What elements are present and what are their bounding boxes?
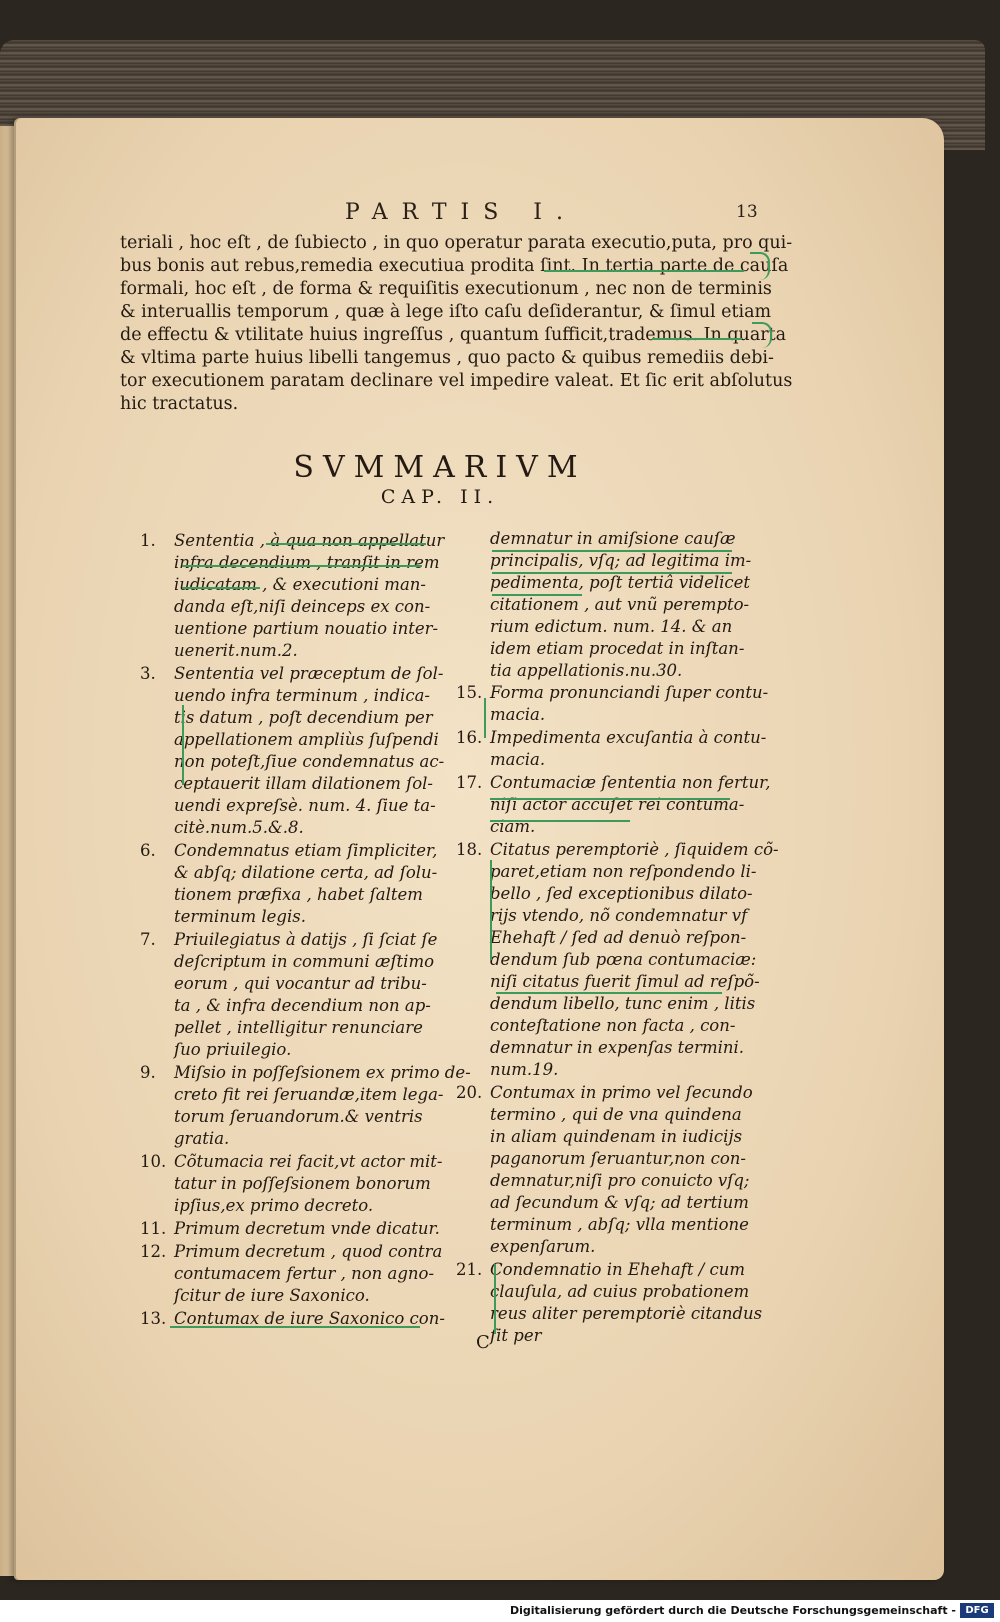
entry-line: tatur in poſſeſsionem bonorum <box>174 1174 431 1193</box>
entry-line: danda eſt,niſi deinceps ex con- <box>174 597 431 616</box>
underline-mark <box>266 543 426 545</box>
entry-line: bello , ſed exceptionibus dilato- <box>490 884 753 903</box>
folio-number: 13 <box>736 202 758 222</box>
entry-line: niſi actor accuſet rei contuma- <box>490 795 745 814</box>
underline-mark <box>170 1326 420 1328</box>
entry-line: non poteſt,ſiue condemnatus ac- <box>174 752 445 771</box>
entry-number: 11. <box>140 1219 167 1238</box>
entry-line: Cõtumacia rei facit,vt actor mit- <box>174 1152 443 1171</box>
underline-mark <box>496 992 722 994</box>
summary-title: SVMMARIVM <box>293 450 587 485</box>
entry-line: ſit per <box>490 1326 542 1345</box>
entry-line: infra decendium , tranſit in rem <box>174 553 440 572</box>
entry-line: Sententia , à qua non appellatur <box>174 531 445 550</box>
margin-bracket-mark <box>752 322 772 348</box>
entry-line: macia. <box>490 750 546 769</box>
entry-line: & abſq; dilatione certa, ad ſolu- <box>174 863 438 882</box>
entry-line: rium edictum. num. 14. & an <box>490 617 733 636</box>
entry-line: appellationem ampliùs ſuſpendi <box>174 730 439 749</box>
entry-number: 21. <box>456 1260 483 1279</box>
margin-bracket-mark <box>750 252 770 280</box>
text-line: teriali , hoc eſt , de ſubiecto , in quo operatur parata executio,puta, pro qui- <box>120 233 793 253</box>
entry-number: 13. <box>140 1309 167 1328</box>
entry-line: ſuo priuilegio. <box>174 1040 292 1059</box>
underline-mark <box>544 270 744 272</box>
entry-line: Priuilegiatus à datijs , ſi ſciat ſe <box>174 930 438 949</box>
entry-line: demnatur in expenſas termini. <box>490 1038 745 1057</box>
entry-line: dendum libello, tunc enim , litis <box>490 994 756 1013</box>
entry-line: uendi expreſsè. num. 4. ſiue ta- <box>174 796 436 815</box>
entry-line: in aliam quindenam in iudicijs <box>490 1127 743 1146</box>
entry-line: Citatus peremptoriè , ſiquidem cõ- <box>490 840 779 859</box>
summary-entry <box>140 663 445 839</box>
summary-entry <box>456 1082 766 1258</box>
entry-line: iudicatam , & executioni man- <box>174 575 426 594</box>
entry-line: terminum , abſq; vlla mentione <box>490 1215 749 1234</box>
entry-line: Impedimenta excuſantia à contu- <box>490 728 767 747</box>
entry-line: terminum legis. <box>174 907 306 926</box>
entry-line: ta , & infra decendium non ap- <box>174 996 431 1015</box>
entry-line: citè.num.5.&.8. <box>174 818 304 837</box>
text-line: bus bonis aut rebus,remedia executiua prodita ſint. In tertia parte de cauſa <box>120 256 789 276</box>
text-line: formali, hoc eſt , de forma & requiſitis executionum , nec non de terminis <box>120 279 772 299</box>
summary-entry <box>456 682 769 726</box>
entry-line: deſcriptum in communi æſtimo <box>174 952 435 971</box>
entry-line: Contumax in primo vel ſecundo <box>490 1083 753 1102</box>
entry-number: 16. <box>456 728 483 747</box>
entry-line: torum ſeruandorum.& ventris <box>174 1107 423 1126</box>
entry-line: uentione partium nouatio inter- <box>174 619 439 638</box>
entry-line: dendum ſub pœna contumaciæ: <box>490 950 757 969</box>
entry-line: contumacem fertur , non agno- <box>174 1264 435 1283</box>
entry-line: paganorum ſeruantur,non con- <box>490 1149 746 1168</box>
entry-line: gratia. <box>174 1129 230 1148</box>
entry-line: eorum , qui vocantur ad tribu- <box>174 974 427 993</box>
underline-mark <box>492 594 582 596</box>
entry-line: Ehehaft / ſed ad denuò reſpon- <box>490 928 747 947</box>
entry-line: tionem præfixa , habet ſaltem <box>174 885 423 904</box>
summary-entry <box>140 530 445 662</box>
margin-line-mark <box>182 705 184 785</box>
underline-mark <box>492 550 732 552</box>
signature-mark: C <box>476 1332 490 1353</box>
entry-line: Miſsio in poſſeſsionem ex primo de- <box>174 1063 471 1082</box>
entry-number: 17. <box>456 773 483 792</box>
entry-line: ciam. <box>490 817 536 836</box>
entry-line: idem etiam procedat in inſtan- <box>490 639 745 658</box>
margin-line-mark <box>484 698 486 738</box>
entry-line: Contumaciæ ſententia non fertur, <box>490 773 771 792</box>
entry-line: Sententia vel præceptum de ſol- <box>174 664 444 683</box>
entry-line: ipſius,ex primo decreto. <box>174 1196 374 1215</box>
entry-number: 12. <box>140 1242 167 1261</box>
entry-line: Primum decretum , quod contra <box>174 1242 443 1261</box>
entry-line: uendo infra terminum , indica- <box>174 686 430 705</box>
entry-line: creto fit rei ſeruandæ,item lega- <box>174 1085 444 1104</box>
underline-mark <box>490 820 630 822</box>
entry-line: Primum decretum vnde dicatur. <box>174 1219 440 1238</box>
summary-entry <box>456 839 779 1081</box>
summary-entry <box>140 929 440 1061</box>
entry-number: 7. <box>140 930 156 949</box>
underline-mark <box>492 572 732 574</box>
entry-line: ad ſecundum & vſq; ad tertium <box>490 1193 749 1212</box>
margin-line-mark <box>490 860 492 960</box>
text-line: tor executionem paratam declinare vel impedire valeat. Et ſic erit abſolutus <box>120 371 793 391</box>
underline-mark <box>182 587 260 589</box>
summary-entry <box>140 1241 443 1307</box>
entry-line: citationem , aut vnũ perempto- <box>490 595 750 614</box>
text-line: & vltima parte huius libelli tangemus , quo pacto & quibus remediis debi- <box>120 348 774 368</box>
entry-number: 20. <box>456 1083 483 1102</box>
entry-line: num.19. <box>490 1060 559 1079</box>
summary-entry <box>456 1259 766 1347</box>
entry-line: demnatur in amiſsione cauſæ <box>490 529 736 548</box>
entry-line: rijs vtendo, nõ condemnatur vf <box>490 906 748 925</box>
entry-line: macia. <box>490 705 546 724</box>
entry-line: clauſula, ad cuius probationem <box>490 1282 750 1301</box>
entry-line: tia appellationis.nu.30. <box>490 661 683 680</box>
text-line: de effectu & vtilitate huius ingreſſus , quantum ſufficit,trademus. In quarta <box>120 325 787 345</box>
footer-text: Digitalisierung gefördert durch die Deutsche Forschungsgemeinschaft - <box>509 1604 956 1617</box>
entry-line: termino , qui de vna quindena <box>490 1105 742 1124</box>
summary-entry <box>140 1151 443 1217</box>
entry-line: Condemnatus etiam ſimpliciter, <box>174 841 438 860</box>
intro-paragraph <box>120 232 793 416</box>
footer-bar <box>0 1600 1000 1622</box>
entry-number: 10. <box>140 1152 167 1171</box>
running-title: PARTIS I. <box>345 200 577 225</box>
entry-line: ceptauerit illam dilationem ſol- <box>174 774 433 793</box>
margin-line-mark <box>494 1264 496 1334</box>
entry-line: demnatur,niſi pro conuicto vſq; <box>490 1171 750 1190</box>
entry-number: 3. <box>140 664 156 683</box>
summary-subtitle: CAP. II. <box>380 486 500 508</box>
summary-entry <box>456 772 771 838</box>
text-line: & interuallis temporum , quæ à lege iſto caſu deſiderantur, & ſimul etiam <box>120 302 772 322</box>
underline-mark <box>490 798 730 800</box>
entry-line: tis datum , poſt decendium per <box>174 708 433 727</box>
entry-line: principalis, vſq; ad legitima im- <box>490 551 752 570</box>
dfg-logo: DFG <box>960 1603 994 1618</box>
entry-line: conteſtatione non facta , con- <box>490 1016 736 1035</box>
entry-line: pellet , intelligitur renunciare <box>174 1018 423 1037</box>
entry-number: 15. <box>456 683 483 702</box>
entry-line: Forma pronunciandi ſuper contu- <box>490 683 769 702</box>
entry-line: Contumax de iure Saxonico con- <box>174 1309 445 1328</box>
underline-mark <box>652 338 742 340</box>
entry-line: reus aliter peremptoriè citandus <box>490 1304 763 1323</box>
entry-line: niſi citatus fuerit ſimul ad reſpõ- <box>490 972 760 991</box>
summary-entry <box>140 840 440 928</box>
entry-number: 1. <box>140 531 156 550</box>
entry-line: uenerit.num.2. <box>174 641 298 660</box>
summary-entry <box>456 727 766 771</box>
entry-line: ſcitur de iure Saxonico. <box>174 1286 370 1305</box>
entry-number: 18. <box>456 840 483 859</box>
entry-line: pedimenta, poſt tertiâ videlicet <box>490 573 751 592</box>
entry-line: expenſarum. <box>490 1237 596 1256</box>
entry-number: 6. <box>140 841 156 860</box>
entry-line: Condemnatio in Ehehaft / cum <box>490 1260 746 1279</box>
text-line: hic tractatus. <box>120 394 239 414</box>
entry-number: 9. <box>140 1063 156 1082</box>
summary-entry <box>140 1218 440 1240</box>
summary-column-right <box>456 528 779 1348</box>
entry-line: paret,etiam non reſpondendo li- <box>490 862 757 881</box>
underline-mark <box>182 565 422 567</box>
